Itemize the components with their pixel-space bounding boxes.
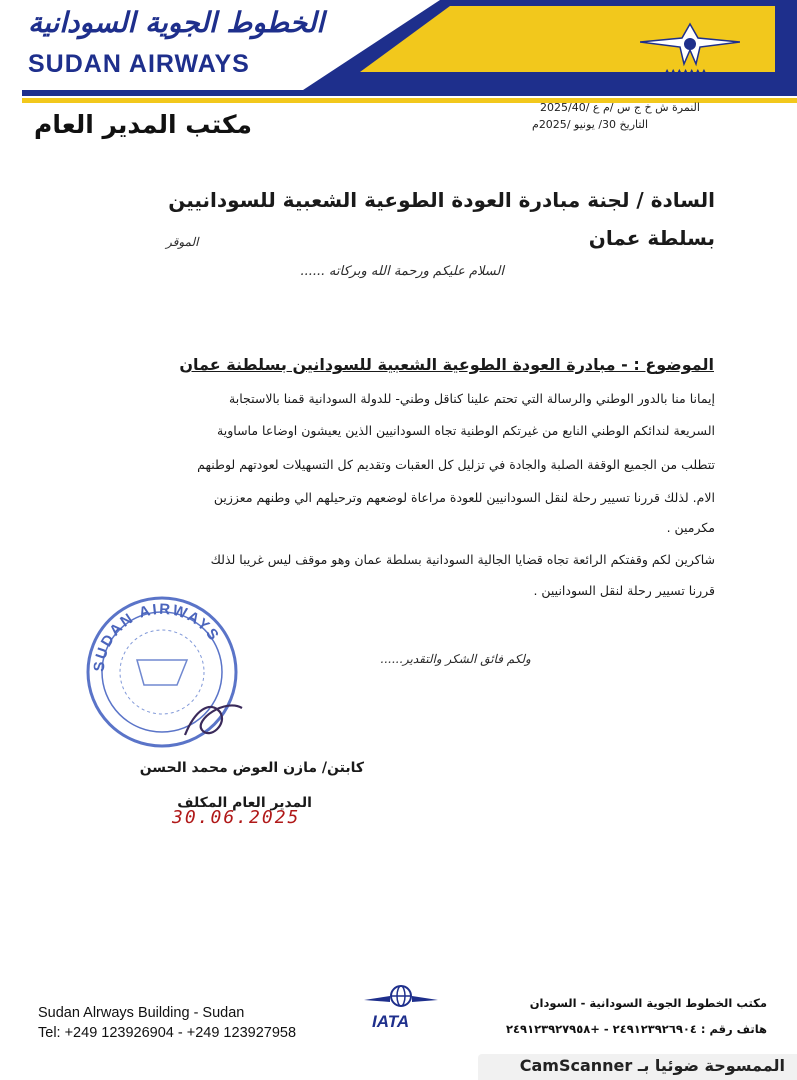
- addressee-side-note: الموقر: [166, 235, 199, 249]
- handwritten-signature: [180, 690, 250, 750]
- body-line: مكرمين .: [666, 520, 715, 535]
- stamp-text: SUDAN AIRWAYS: [90, 600, 223, 673]
- body-line: الام. لذلك قررنا تسيير رحلة لنقل السودانيين للعودة مراعاة لوضعهم وترحيلهم الي وطنهم معززين: [213, 490, 715, 505]
- body-line: السريعة لندائكم الوطني النابع من غيرتكم الوطنية تجاه السودانيين الذين يعيشون اوضاعا ماساوية: [217, 423, 715, 438]
- iata-label: IATA: [372, 1012, 410, 1031]
- closing-line: ولكم فائق الشكر والتقدير......: [380, 652, 531, 666]
- body-line: إيمانا منا بالدور الوطني والرسالة التي تحتم علينا كناقل وطني- للدولة السودانية قمنا بالاستجابة: [229, 391, 715, 406]
- iata-logo-icon: [362, 982, 440, 1016]
- addressee-line-2: بسلطة عمان: [588, 226, 715, 250]
- reference-number: النمرة ش خ ج س /م ع /2025/40: [540, 101, 700, 114]
- footer-phone: Tel: +249 123926904 - +249 123927958: [38, 1025, 297, 1041]
- camscanner-text: الممسوحة ضوئيا بـ CamScanner: [519, 1056, 785, 1075]
- footer-office-arabic: مكتب الخطوط الجوية السودانية - السودان: [529, 996, 767, 1010]
- footer-building: Sudan Alrways Building - Sudan: [38, 1005, 245, 1021]
- logo-arabic: الخطوط الجوية السودانية: [28, 6, 325, 39]
- body-line: تتطلب من الجميع الوقفة الصلبة والجادة في تزليل كل العقبات وتقديم كل التسهيلات لعودتهم لوطنهم: [197, 457, 715, 472]
- addressee-line-1: السادة / لجنة مبادرة العودة الطوعية الشعبية للسودانيين: [168, 188, 715, 212]
- footer-phone-arabic: هاتف رقم : ٢٤٩١٢٣٩٢٦٩٠٤ - +٢٤٩١٢٣٩٢٧٩٥٨: [506, 1022, 767, 1036]
- body-line: قررنا تسيير رحلة لنقل السودانيين .: [533, 583, 715, 598]
- subject-line: الموضوع : - مبادرة العودة الطوعية الشعبية للسودانين بسلطنة عمان: [179, 355, 714, 374]
- reference-date: التاريخ 30/ يونيو /2025م: [532, 118, 649, 131]
- signatory-title: المدير العام المكلف: [177, 795, 312, 811]
- sudan-airways-emblem-icon: [640, 20, 740, 76]
- signatory-name: كابتن/ مازن العوض محمد الحسن: [139, 760, 364, 776]
- logo-english: SUDAN AIRWAYS: [28, 50, 250, 78]
- svg-text:▲▲▲▲▲▲▲: ▲▲▲▲▲▲▲: [664, 67, 708, 76]
- greeting: السلام عليكم ورحمة الله وبركاته ......: [300, 264, 504, 279]
- body-line: شاكرين لكم وقفتكم الرائعة تجاه قضايا الجالية السودانية بسلطة عمان وهو موقف ليس غريبا لذلك: [210, 552, 715, 567]
- signature-date: 30.06.2025: [172, 807, 301, 828]
- office-title: مكتب المدير العام: [34, 110, 252, 139]
